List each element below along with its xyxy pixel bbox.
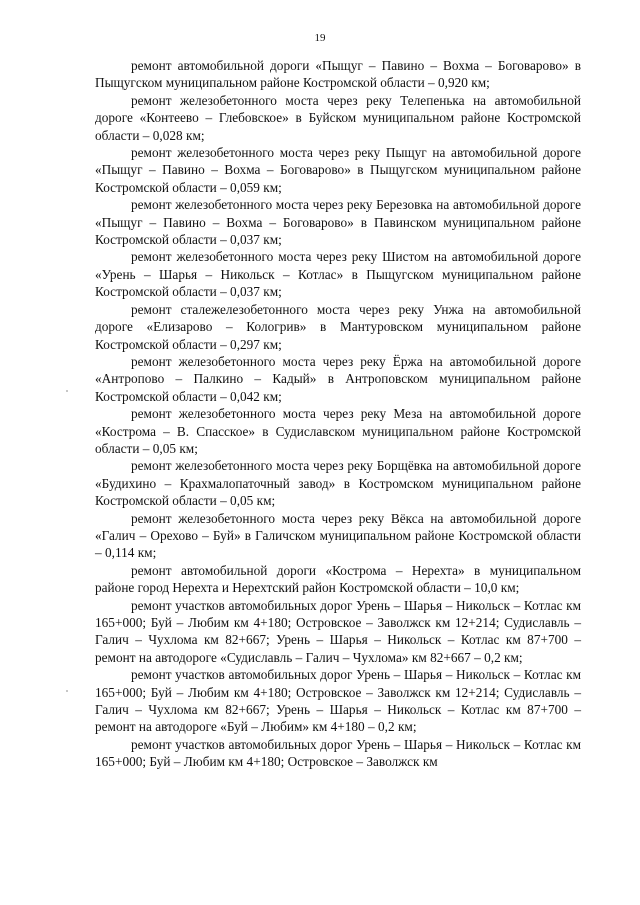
list-item: ремонт железобетонного моста через реку Борщёвка на автомобильной дороге «Будихино – Крахмалопаточный завод» в Костромском муниципальном районе Костромской области – 0,05 км; xyxy=(95,458,581,509)
scan-speck xyxy=(66,390,68,392)
list-item: ремонт сталежелезобетонного моста через реку Унжа на автомобильной дороге «Елизарово – Кологрив» в Мантуровском муниципальном районе Костромской области – 0,297 км; xyxy=(95,301,581,352)
list-item: ремонт железобетонного моста через реку Ёржа на автомобильной дороге «Антропово – Палкино – Кадый» в Антроповском муниципальном районе Костромской области – 0,042 км; xyxy=(95,353,581,404)
list-item: ремонт участков автомобильных дорог Урень – Шарья – Никольск – Котлас км 165+000; Буй – Любим км 4+180; Островское – Заволжск км 12+214; Судиславль – Галич – Чухлома км 82+667; Урень – Шарья – Никольск – Котлас км 87+700 – ремонт на автодороге «Буй – Любим» км 4+180 – 0,2 км; xyxy=(95,667,581,735)
list-item: ремонт железобетонного моста через реку Телепенька на автомобильной дороге «Контеево – Глебовское» в Буйском муниципальном районе Костромской области – 0,028 км; xyxy=(95,92,581,143)
document-body xyxy=(95,57,581,771)
list-item: ремонт железобетонного моста через реку Березовка на автомобильной дороге «Пыщуг – Павино – Вохма – Боговарово» в Павинском муниципальном районе Костромской области – 0,037 км; xyxy=(95,197,581,248)
list-item: ремонт железобетонного моста через реку Шистом на автомобильной дороге «Урень – Шарья – Никольск – Котлас» в Пыщугском муниципальном районе Костромской области – 0,037 км; xyxy=(95,249,581,300)
list-item: ремонт участков автомобильных дорог Урень – Шарья – Никольск – Котлас км 165+000; Буй – Любим км 4+180; Островское – Заволжск км xyxy=(95,736,581,770)
list-item: ремонт участков автомобильных дорог Урень – Шарья – Никольск – Котлас км 165+000; Буй – Любим км 4+180; Островское – Заволжск км 12+214; Судиславль – Галич – Чухлома км 82+667; Урень – Шарья – Никольск – Котлас км 87+700 – ремонт на автодороге «Судиславль – Галич – Чухлома» км 82+667 – 0,2 км; xyxy=(95,597,581,665)
list-item: ремонт железобетонного моста через реку Пыщуг на автомобильной дороге «Пыщуг – Павино – Вохма – Боговарово» в Пыщугском муниципальном районе Костромской области – 0,059 км; xyxy=(95,145,581,195)
list-item: ремонт железобетонного моста через реку Вёкса на автомобильной дороге «Галич – Орехово – Буй» в Галичском муниципальном районе Костромской области – 0,114 км; xyxy=(95,510,581,561)
page-number: 19 xyxy=(314,32,326,44)
list-item: ремонт железобетонного моста через реку Меза на автомобильной дороге «Кострома – В. Спасское» в Судиславском муниципальном районе Костромской области – 0,05 км; xyxy=(95,406,581,456)
list-item: ремонт автомобильной дороги «Пыщуг – Павино – Вохма – Боговарово» в Пыщугском муниципальном районе Костромской области – 0,920 км; xyxy=(95,58,581,91)
scan-speck xyxy=(66,690,68,692)
list-item: ремонт автомобильной дороги «Кострома – Нерехта» в муниципальном районе город Нерехта и Нерехтский район Костромской области – 10,0 км; xyxy=(95,562,581,596)
